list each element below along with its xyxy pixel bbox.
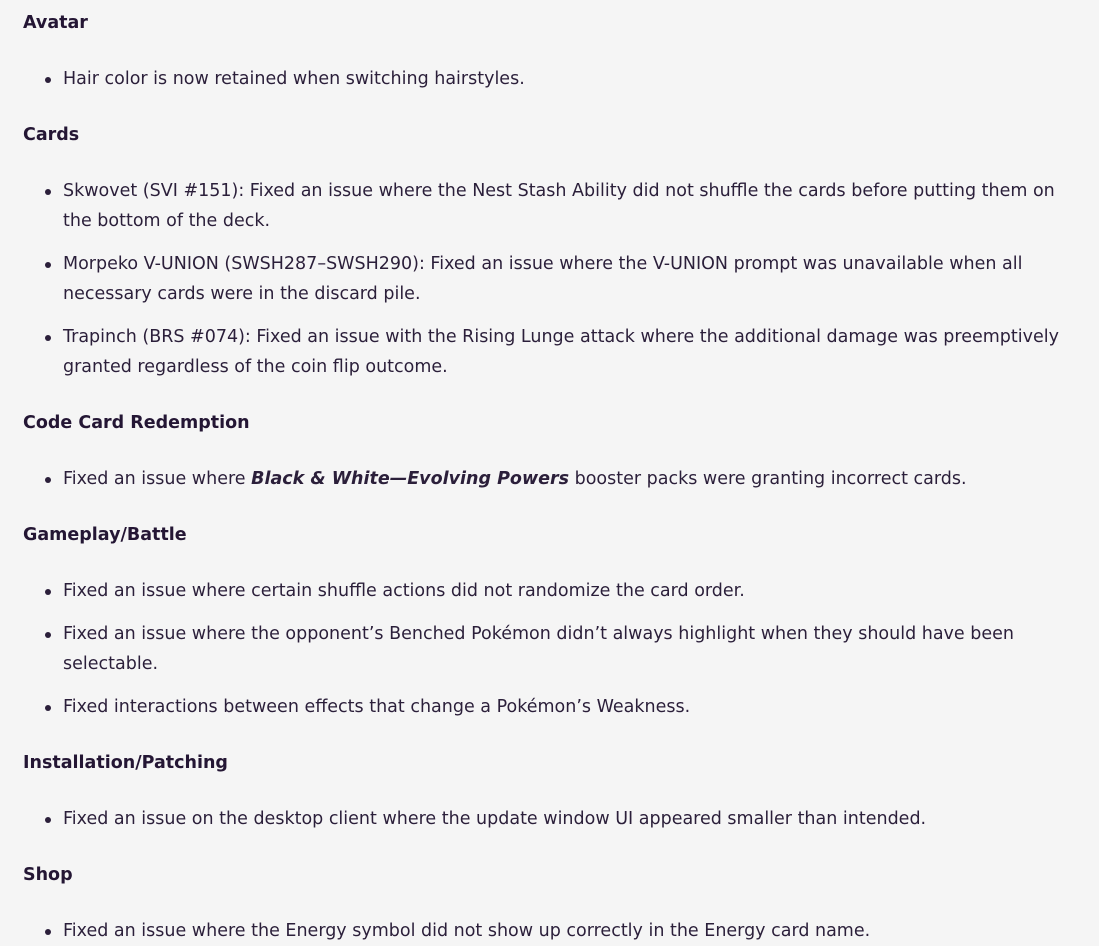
section-title-gameplay-battle: Gameplay/Battle [23, 525, 187, 545]
bullet-icon [45, 189, 51, 195]
bullet-icon [45, 817, 51, 823]
list-item [0, 619, 1099, 679]
section-title-cards: Cards [23, 125, 80, 145]
section-title-shop: Shop [23, 865, 73, 885]
bullet-icon [45, 477, 51, 483]
section-title-avatar: Avatar [23, 13, 88, 33]
bullet-icon [45, 632, 51, 638]
bullet-icon [45, 929, 51, 935]
list-item-text: Fixed an issue where the opponent’s Benched Pokémon didn’t always highlight when they should have been selectable. [63, 624, 1014, 674]
list-item [0, 692, 1099, 722]
section-list-shop [0, 916, 1099, 946]
list-item [0, 576, 1099, 606]
list-item-text: Fixed an issue where certain shuffle actions did not randomize the card order. [63, 581, 745, 601]
section-list-installation-patching [0, 804, 1099, 834]
list-item-text: Morpeko V-UNION (SWSH287–SWSH290): Fixed an issue where the V-UNION prompt was unavailable when all necessary cards were in the discard pile. [63, 254, 1023, 304]
list-item [0, 176, 1099, 236]
list-item-text: Fixed an issue on the desktop client where the update window UI appeared smaller than intended. [63, 809, 927, 829]
list-item-text: Fixed an issue where the Energy symbol did not show up correctly in the Energy card name. [63, 921, 871, 941]
list-item [0, 249, 1099, 309]
list-item-text: Skwovet (SVI #151): Fixed an issue where the Nest Stash Ability did not shuffle the cards before putting them on the bottom of the deck. [63, 181, 1055, 231]
section-list-avatar [0, 64, 1099, 94]
list-item-text: Fixed interactions between effects that change a Pokémon’s Weakness. [63, 697, 691, 717]
list-item [0, 322, 1099, 382]
section-title-installation-patching: Installation/Patching [23, 753, 228, 773]
section-list-gameplay-battle [0, 576, 1099, 722]
section-title-code-card-redemption: Code Card Redemption [23, 413, 250, 433]
bullet-icon [45, 589, 51, 595]
section-list-cards [0, 176, 1099, 382]
bullet-icon [45, 262, 51, 268]
bullet-icon [45, 705, 51, 711]
bullet-icon [45, 335, 51, 341]
list-item-text: Hair color is now retained when switching hairstyles. [63, 69, 525, 89]
section-list-code-card-redemption [0, 464, 1099, 494]
bullet-icon [45, 77, 51, 83]
list-item [0, 916, 1099, 946]
list-item-text-before: Fixed an issue where [63, 469, 252, 489]
list-item [0, 804, 1099, 834]
list-item-text: Trapinch (BRS #074): Fixed an issue with the Rising Lunge attack where the additional damage was preemptively granted regardless of the coin flip outcome. [63, 327, 1059, 377]
list-item-text-after: booster packs were granting incorrect cards. [569, 469, 967, 489]
list-item [0, 64, 1099, 94]
product-name-emphasis: Black & White—Evolving Powers [251, 469, 570, 489]
list-item [0, 464, 1099, 494]
